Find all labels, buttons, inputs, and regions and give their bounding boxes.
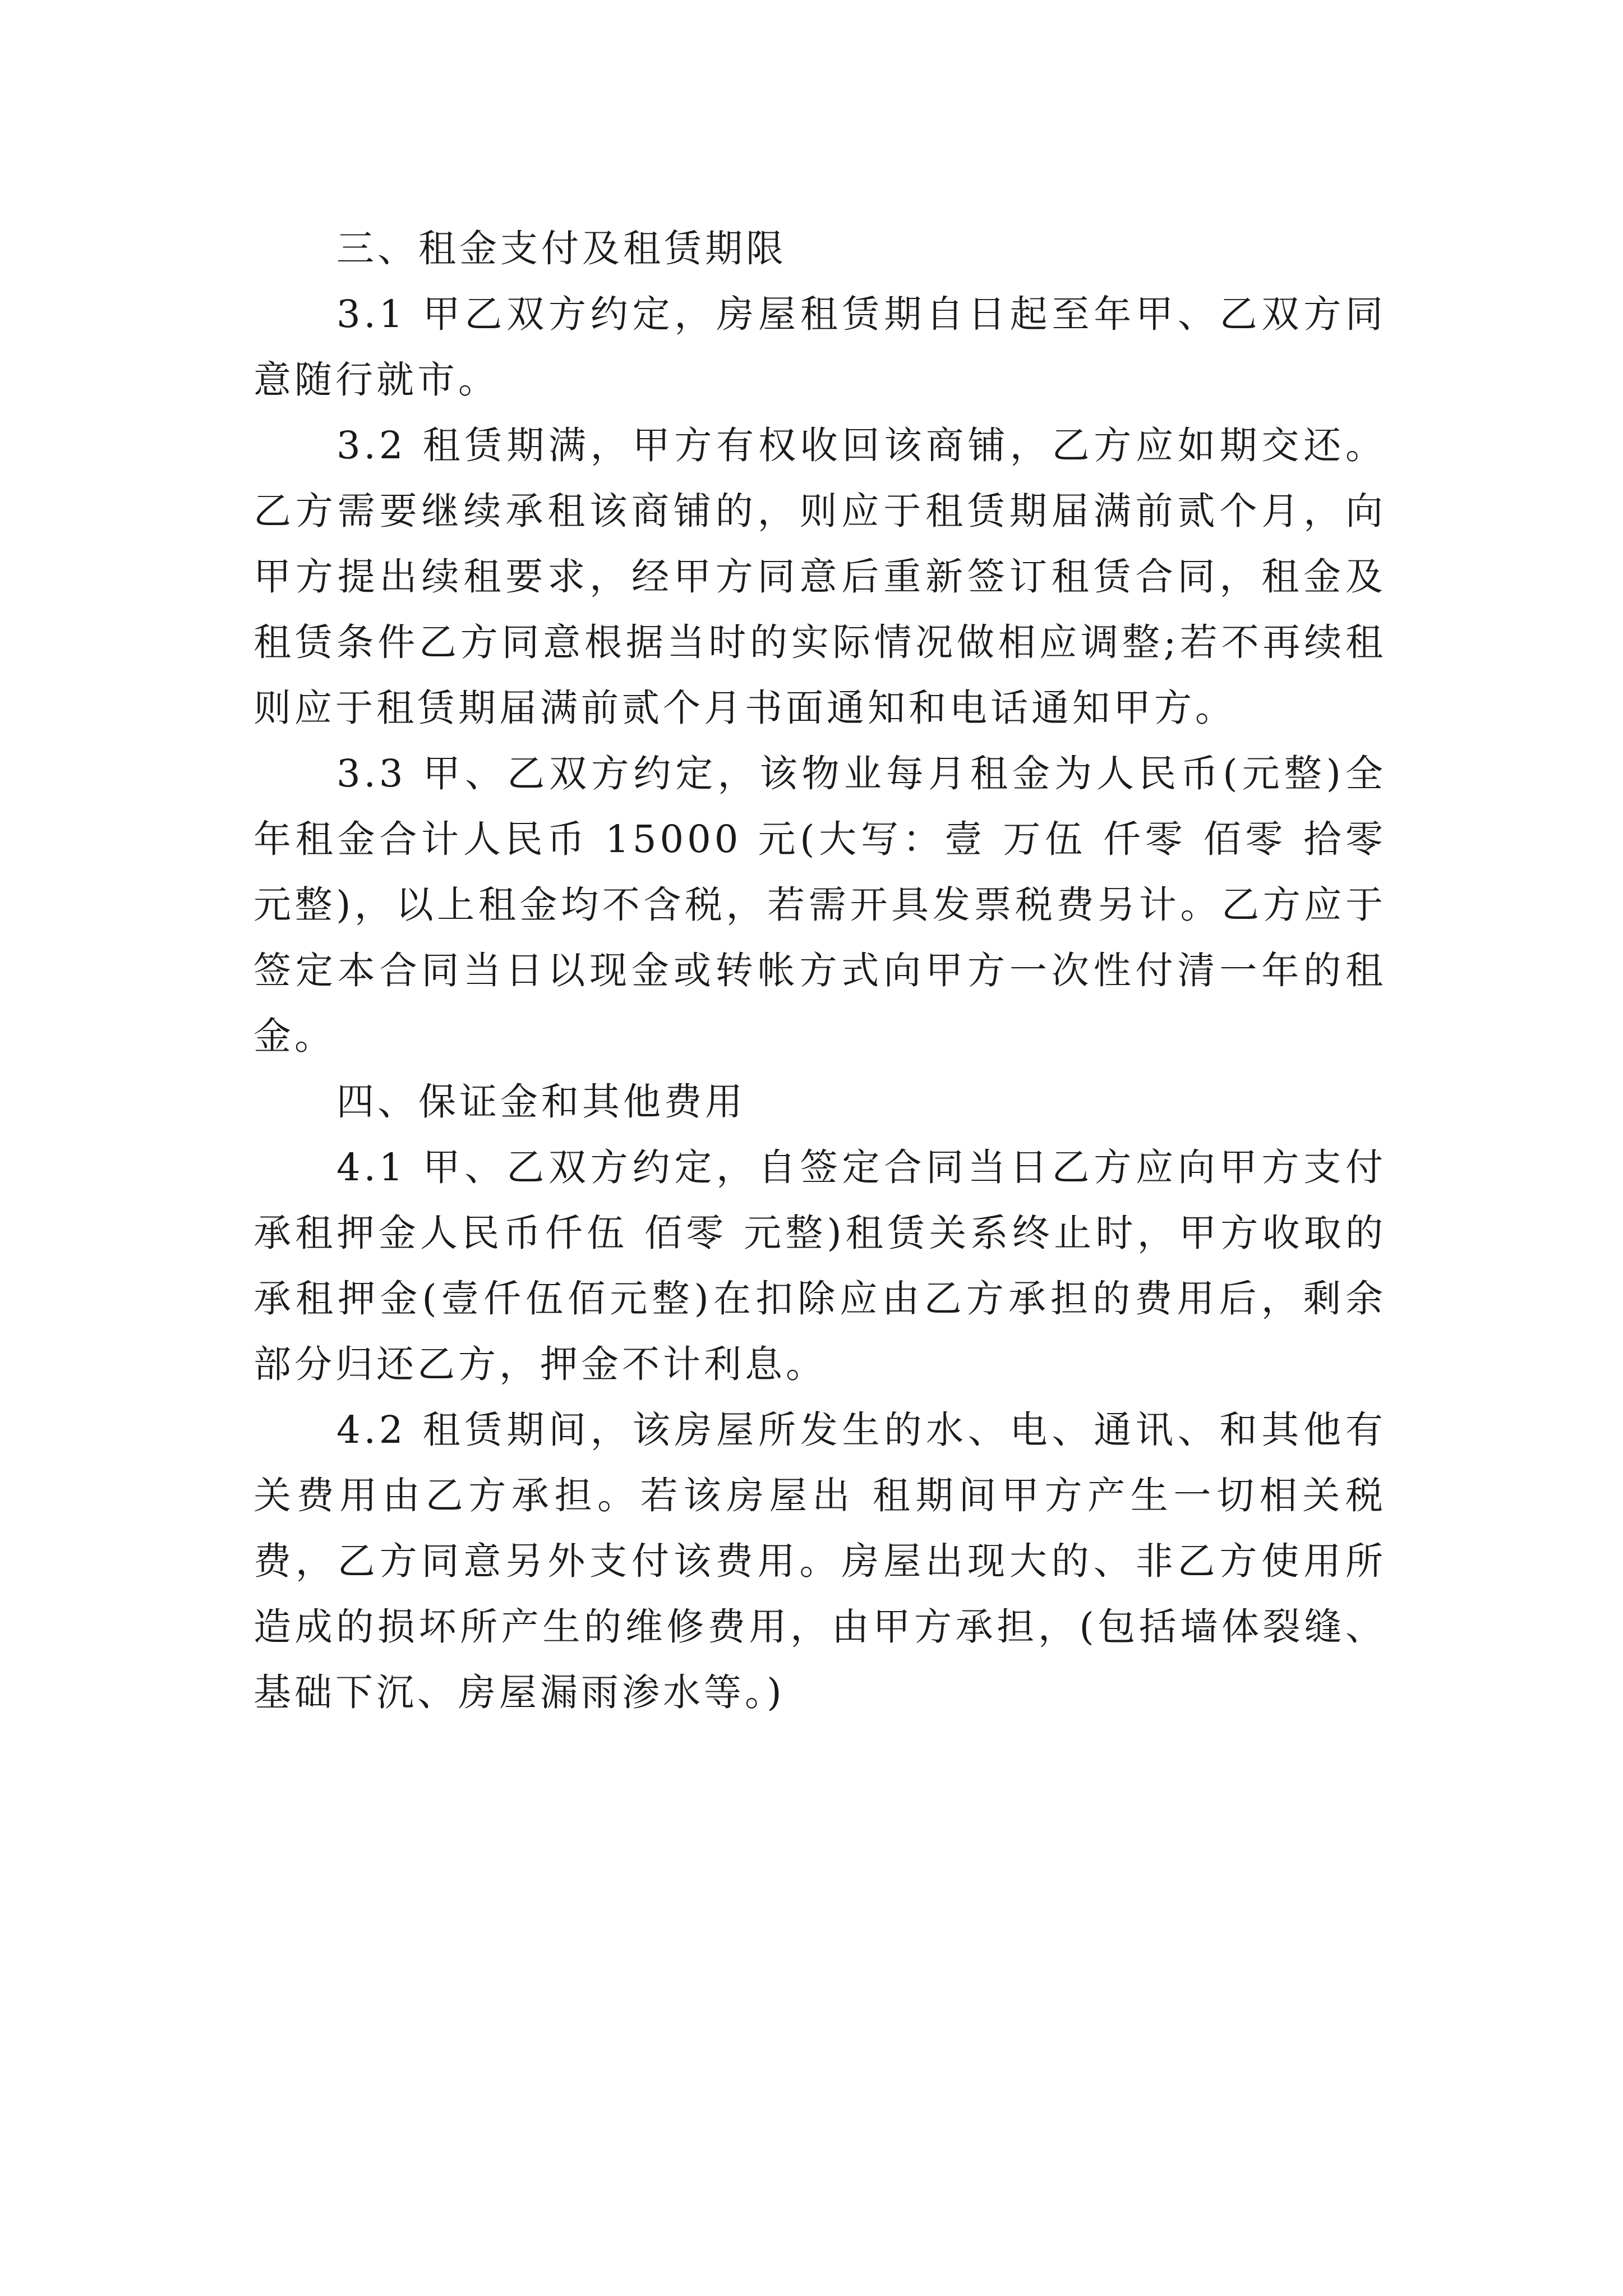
- clause-3-3: 3.3 甲、乙双方约定，该物业每月租金为人民币(元整)全年租金合计人民币 15000 元(大写：壹 万伍 仟零 佰零 拾零 元整)，以上租金均不含税，若需开具发票税费另计。乙方应于签定本合同当日以现金或转帐方式向甲方一次性付清一年的租金。: [253, 752, 1386, 1058]
- clause-3-2: 3.2 租赁期满，甲方有权收回该商铺，乙方应如期交还。乙方需要继续承租该商铺的，则应于租赁期届满前贰个月，向甲方提出续租要求，经甲方同意后重新签订租赁合同，租金及租赁条件乙方同意根据当时的实际情况做相应调整;若不再续租则应于租赁期届满前贰个月书面通知和电话通知甲方。: [253, 424, 1386, 730]
- section-heading-rent-payment: 三、租金支付及租赁期限: [336, 227, 787, 270]
- clause-4-2: 4.2 租赁期间，该房屋所发生的水、电、通讯、和其他有关费用由乙方承担。若该房屋出 租期间甲方产生一切相关税费，乙方同意另外支付该费用。房屋出现大的、非乙方使用所造成的损坏所产生的维修费用，由甲方承担，(包括墙体裂缝、基础下沉、房屋漏雨渗水等。): [253, 1408, 1386, 1714]
- clause-3-1: 3.1 甲乙双方约定，房屋租赁期自日起至年甲、乙双方同意随行就市。: [253, 292, 1386, 402]
- section-heading-deposit: 四、保证金和其他费用: [336, 1080, 746, 1124]
- clause-4-1: 4.1 甲、乙双方约定，自签定合同当日乙方应向甲方支付承租押金人民币仟伍 佰零 元整)租赁关系终止时，甲方收取的承租押金(壹仟伍佰元整)在扣除应由乙方承担的费用后，剩余部分归还乙方，押金不计利息。: [253, 1145, 1386, 1386]
- document-body: [253, 216, 1386, 1726]
